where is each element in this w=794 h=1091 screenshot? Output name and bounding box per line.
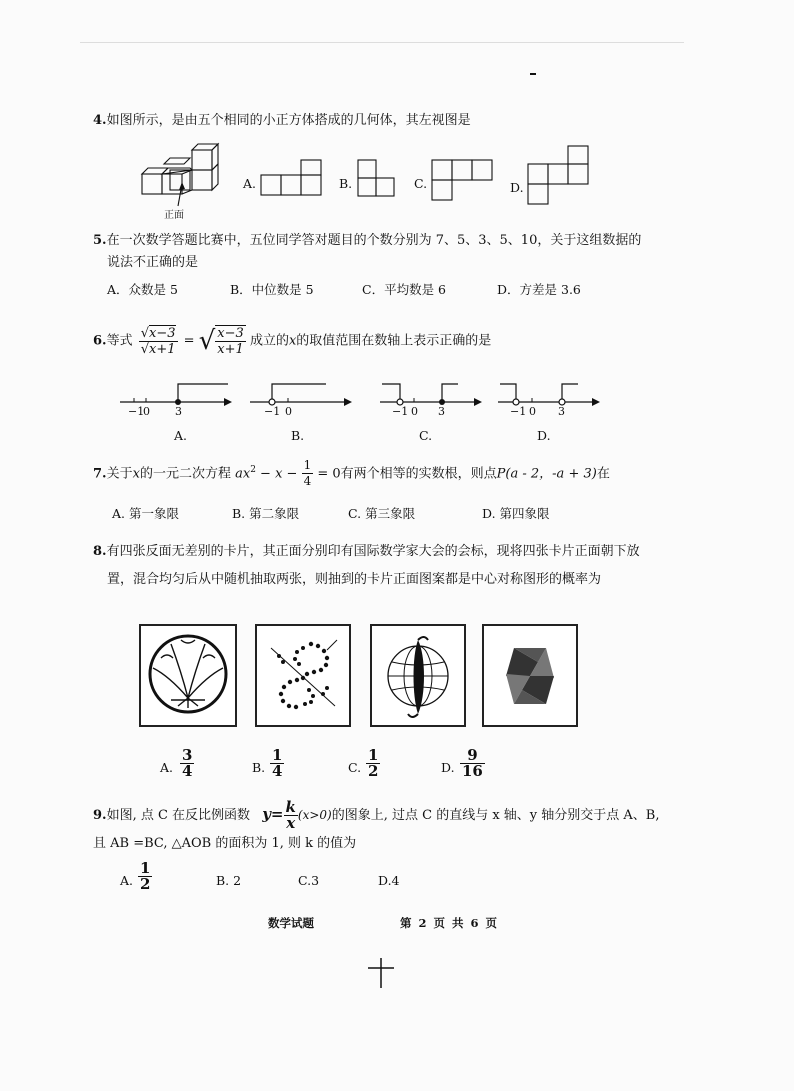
q6-left-fraction: $\frac{√x-3}{√x+1}$ xyxy=(140,325,176,357)
tick-label: 0 xyxy=(143,405,150,418)
q6-option-b: B. xyxy=(291,428,305,443)
q5-option-b: B．中位数是 5 xyxy=(230,282,314,297)
fraction: $\frac{k}{x}$ xyxy=(285,798,296,832)
footer-page-number: 第 2 页 共 6 页 xyxy=(400,916,498,930)
q6-right-fraction: $\frac{x-3}{x+1}$ xyxy=(217,326,244,357)
tick-label: 3 xyxy=(558,405,565,418)
question-5 xyxy=(93,231,641,251)
tick-label: −1 xyxy=(264,405,281,418)
question-number: 8. xyxy=(93,544,107,559)
question-text: 如图所示，是由五个相同的小正方体搭成的几何体，其左视图是 xyxy=(106,113,471,128)
question-number: 6. xyxy=(93,333,107,349)
tick-label: 3 xyxy=(175,405,182,418)
front-label: 正面 xyxy=(164,210,184,221)
q6-option-c: C. xyxy=(419,428,433,443)
equation: ax xyxy=(235,466,251,482)
tick-label: 3 xyxy=(438,405,445,418)
page-top-rule xyxy=(80,42,684,43)
question-text: 有四张反面无差别的卡片，其正面分别印有国际数学家大会的会标，现将四张卡片正面朝下放 xyxy=(106,544,640,559)
q9-option-a-fraction: $\frac{1}{2}$ xyxy=(140,859,151,893)
footer-subject: 数学试题 xyxy=(268,916,314,930)
card-1-image xyxy=(139,624,237,727)
question-8 xyxy=(93,542,640,562)
q8-option-d-fraction: $\frac{9}{16}$ xyxy=(462,746,483,780)
q7-option-a: A. 第一象限 xyxy=(112,506,179,521)
q8-option-d-label: D. xyxy=(441,760,455,775)
scan-mark xyxy=(530,73,536,75)
q8-option-b-label: B. xyxy=(252,760,266,775)
q9-option-a-label: A. xyxy=(120,873,134,888)
tick-label: −1 xyxy=(510,405,527,418)
q9-option-d: D.4 xyxy=(378,873,400,888)
q6-option-d: D. xyxy=(537,428,551,443)
q4-option-b-label: B. xyxy=(339,176,353,191)
question-number: 4. xyxy=(93,113,107,128)
card-3-image xyxy=(370,624,466,727)
q5-option-a: A．众数是 5 xyxy=(107,282,178,297)
fraction: $\frac{1}{4}$ xyxy=(303,458,312,489)
question-number: 7. xyxy=(93,466,107,482)
q6-option-a: A. xyxy=(174,428,188,443)
question-text-cont: 说法不正确的是 xyxy=(107,255,199,270)
question-9: 9.如图, 点 C 在反比例函数 y= $\frac{k}{x}$ (x>0)的图象上, 过点 C 的直线与 x 轴、y 轴分别交于点 A、B, xyxy=(93,798,660,832)
question-text: 在一次数学答题比赛中，五位同学答对题目的个数分别为 7、5、3、5、10，关于这组数据的 xyxy=(106,233,642,248)
registration-cross-mark xyxy=(366,958,396,990)
q8-option-b-fraction: $\frac{1}{4}$ xyxy=(272,746,283,780)
question-number: 9. xyxy=(93,808,107,823)
question-text: 等式 xyxy=(106,333,133,349)
tick-label: 0 xyxy=(529,405,536,418)
question-6: 6.等式 $\frac{√x-3}{√x+1}$ = √ $\frac{x-3}{x+1}$ 成立的x的取值范围在数轴上表示正确的是 xyxy=(93,325,492,357)
q7-option-b: B. 第二象限 xyxy=(232,506,300,521)
card-2-image xyxy=(255,624,351,727)
tick-label: 0 xyxy=(411,405,418,418)
q4-option-a-figure xyxy=(260,160,324,200)
q8-option-c-fraction: $\frac{1}{2}$ xyxy=(368,746,379,780)
q4-option-a-label: A. xyxy=(243,176,257,191)
q5-option-c: C．平均数是 6 xyxy=(362,282,446,297)
q4-option-c-label: C. xyxy=(414,176,428,191)
q4-option-b-figure xyxy=(356,158,400,200)
q8-option-a-label: A. xyxy=(160,760,174,775)
tick-label: −1 xyxy=(392,405,409,418)
tick-label: −1 xyxy=(128,405,145,418)
tick-label: 0 xyxy=(285,405,292,418)
question-7: 7.关于x的一元二次方程 $ax^2 - x$ − $\frac{1}{4}$ = 0有两个相等的实数根，则点P(a - 2，-a + 3)在 xyxy=(93,458,610,489)
q8-option-c-label: C. xyxy=(348,760,362,775)
q9-option-b: B. 2 xyxy=(216,873,242,888)
question-4 xyxy=(93,111,471,131)
q4-option-d-figure xyxy=(526,144,592,206)
q7-option-d: D. 第四象限 xyxy=(482,506,550,521)
q8-option-a-fraction: $\frac{3}{4}$ xyxy=(182,746,193,780)
q4-option-d-label: D. xyxy=(510,180,524,195)
question-text-cont: 置，混合均匀后从中随机抽取两张，则抽到的卡片正面图案都是中心对称图形的概率为 xyxy=(107,572,602,587)
question-number: 5. xyxy=(93,233,107,248)
q4-option-c-figure xyxy=(430,158,496,202)
q7-option-c: C. 第三象限 xyxy=(348,506,416,521)
card-4-image xyxy=(482,624,578,727)
q5-option-d: D．方差是 3.6 xyxy=(497,282,581,297)
q9-option-c: C.3 xyxy=(298,873,320,888)
question-text-cont: 且 AB =BC, △AOB 的面积为 1, 则 k 的值为 xyxy=(93,836,357,851)
